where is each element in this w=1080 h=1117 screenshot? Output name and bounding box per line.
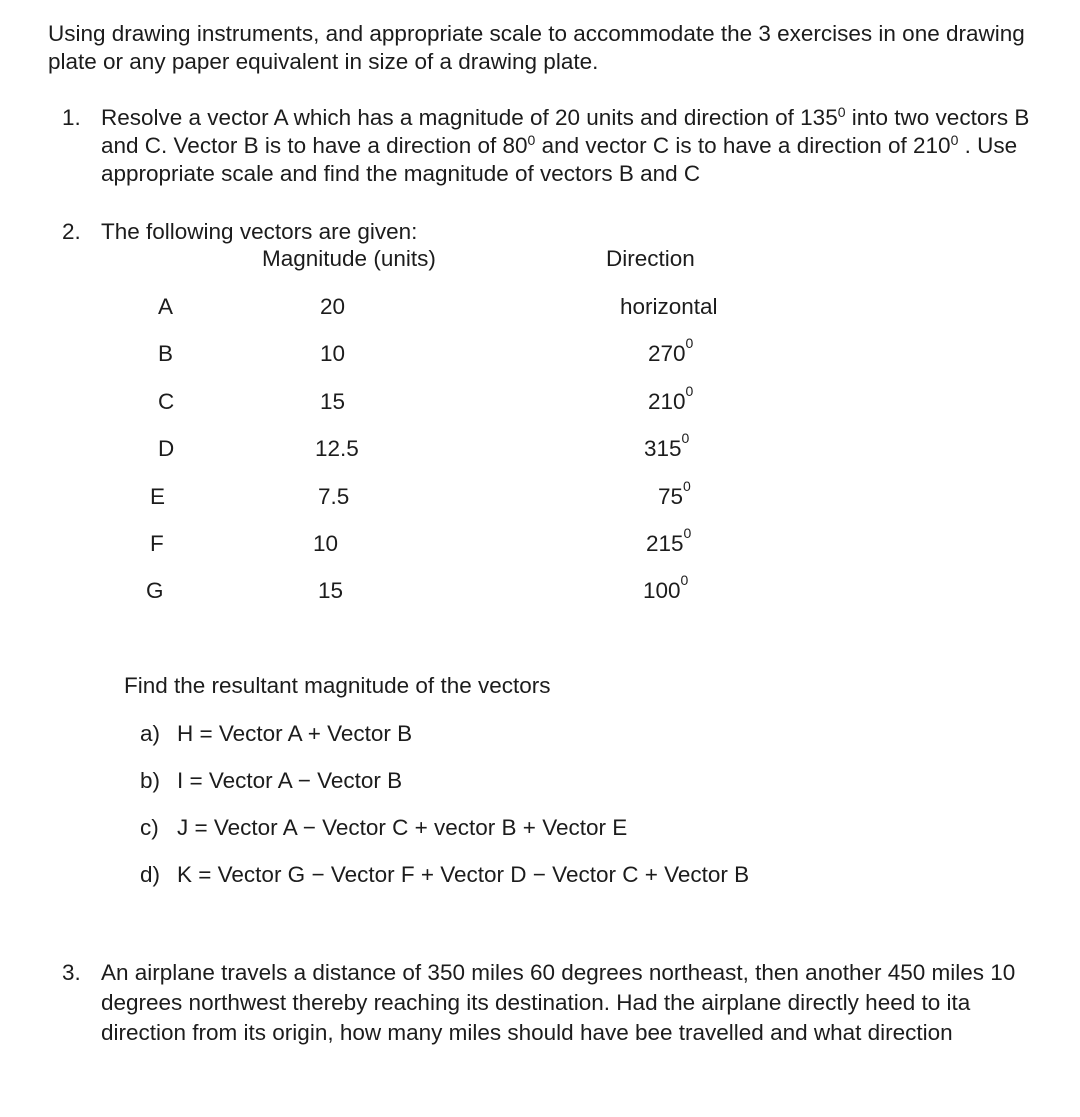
vector-direction (646, 525, 692, 557)
vector-magnitude: 10 (313, 531, 339, 556)
vector-direction-value: 315 (644, 436, 682, 461)
vector-label: D (158, 436, 175, 461)
vector-direction (620, 294, 718, 320)
degree-mark: 0 (683, 478, 691, 494)
vector-direction-value: 215 (646, 531, 684, 556)
part-letter: d) (140, 862, 161, 887)
vector-label: E (150, 484, 166, 509)
part-equation: J = Vector A − Vector C + vector B + Vector E (177, 815, 628, 840)
part-letter: c) (140, 815, 159, 840)
degree-mark: 0 (685, 335, 694, 351)
degree-mark: 0 (681, 430, 690, 446)
find-resultant-text: Find the resultant magnitude of the vectors (124, 673, 551, 698)
part-equation: K = Vector G − Vector F + Vector D − Vector C + Vector B (177, 862, 750, 887)
part-equation: H = Vector A + Vector B (177, 721, 413, 746)
vector-label: A (158, 294, 174, 319)
part-equation: I = Vector A − Vector B (177, 768, 403, 793)
vector-direction (644, 430, 690, 462)
vector-label: G (146, 578, 164, 603)
vector-direction-value: 75 (658, 484, 684, 509)
vector-direction (658, 478, 691, 510)
vector-direction (648, 335, 694, 367)
vector-label: F (150, 531, 164, 556)
degree-mark: 0 (683, 525, 692, 541)
q3-number: 3. (62, 960, 81, 985)
vector-direction (643, 572, 689, 604)
q1-text: Resolve a vector A which has a magnitude of 20 units and direction of $135^0$ into two vectors B and C. Vector B is to have a direction of $80^0$ and vector C is to have a direction of $210^0$ . Use appropriate scale and find the magnitude of vectors B and C (101, 104, 1030, 186)
instructions-paragraph: Using drawing instruments, and appropriate scale to accommodate the 3 exercises in one drawing plate or any paper equivalent in size of a drawing plate. (48, 21, 1025, 74)
vector-magnitude: 20 (320, 294, 346, 319)
vector-label: C (158, 389, 175, 414)
vector-direction-value: horizontal (620, 294, 718, 319)
q1-number: 1. (62, 105, 81, 130)
part-letter: b) (140, 768, 161, 793)
q2-intro: The following vectors are given: (101, 219, 418, 244)
vector-label: B (158, 341, 174, 366)
vector-magnitude: 12.5 (315, 436, 359, 461)
degree-mark: 0 (685, 383, 694, 399)
vector-direction (648, 383, 694, 415)
table-header-direction: Direction (606, 246, 695, 271)
q3-text: An airplane travels a distance of 350 miles 60 degrees northeast, then another 450 miles 10 degrees northwest thereby reaching its destination. Had the airplane directly heed to ita direction from its origin, how many miles should have bee travelled and what direction (101, 960, 1016, 1045)
vector-magnitude: 15 (320, 389, 346, 414)
vector-magnitude: 15 (318, 578, 344, 603)
vector-direction-value: 100 (643, 578, 681, 603)
vector-direction-value: 210 (648, 389, 686, 414)
vector-direction-value: 270 (648, 341, 686, 366)
vector-magnitude: 7.5 (318, 484, 350, 509)
q2-number: 2. (62, 219, 81, 244)
part-letter: a) (140, 721, 161, 746)
vector-magnitude: 10 (320, 341, 346, 366)
table-header-magnitude: Magnitude (units) (262, 246, 436, 271)
degree-mark: 0 (680, 572, 689, 588)
